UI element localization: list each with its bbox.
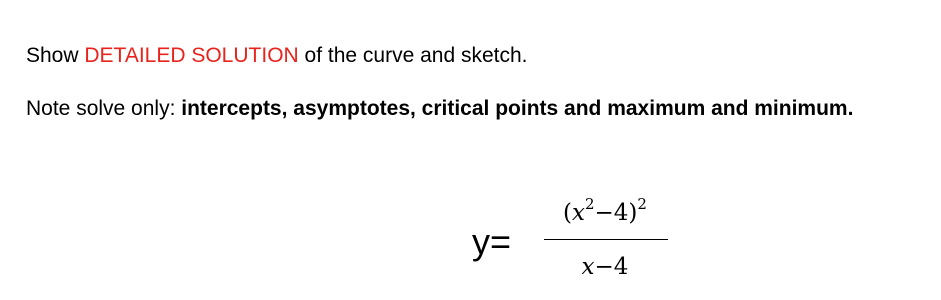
fraction-denominator [540, 252, 670, 282]
equation-fraction [540, 194, 670, 290]
highlight-detailed-solution: DETAILED SOLUTION [84, 44, 299, 67]
instruction-suffix: of the curve and sketch. [298, 44, 528, 67]
instruction-prefix: Show [26, 44, 85, 67]
equation-lhs: y= [472, 221, 512, 262]
numerator-open-paren: ( [563, 200, 572, 226]
denominator-rest: −4 [594, 254, 629, 280]
denominator-variable: x [581, 254, 595, 280]
numerator-rest: −4) [594, 200, 638, 226]
fraction-numerator [540, 195, 670, 228]
note-line [26, 96, 853, 122]
instruction-line [26, 43, 528, 69]
fraction-bar [544, 239, 668, 240]
numerator-variable: x [572, 200, 585, 226]
numerator-outer-exponent: 2 [637, 195, 647, 214]
note-prefix: Note solve only: [26, 97, 182, 120]
note-bold-requirements: intercepts, asymptotes, critical points and maximum and minimum. [181, 97, 854, 120]
numerator-inner-exponent: 2 [584, 195, 595, 214]
